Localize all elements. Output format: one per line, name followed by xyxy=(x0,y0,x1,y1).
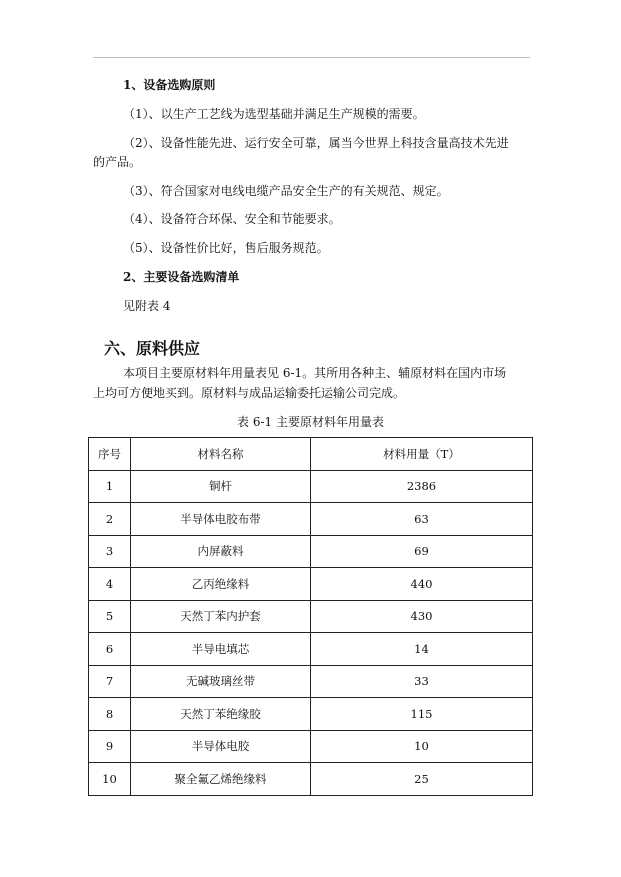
row-material-amount: 2386 xyxy=(311,470,533,503)
row-index: 5 xyxy=(89,600,131,633)
row-material-name: 乙丙绝缘料 xyxy=(131,568,311,601)
table-row xyxy=(89,470,533,503)
row-material-name: 内屏蔽料 xyxy=(131,535,311,568)
row-material-name: 天然丁苯内护套 xyxy=(131,600,311,633)
table-row xyxy=(89,568,533,601)
table-row xyxy=(89,535,533,568)
header-material-amount: 材料用量（T） xyxy=(311,438,533,471)
row-material-amount: 63 xyxy=(311,503,533,536)
row-material-name: 半导体电胶布带 xyxy=(131,503,311,536)
row-material-amount: 440 xyxy=(311,568,533,601)
table-row xyxy=(89,633,533,666)
table-row xyxy=(89,698,533,731)
principle-item-1: （1）、以生产工艺线为选型基础并满足生产规模的需要。 xyxy=(123,107,425,121)
row-index: 1 xyxy=(89,470,131,503)
supply-paragraph-line2: 上均可方便地买到。原材料与成品运输委托运输公司完成。 xyxy=(93,386,406,400)
table-header-row xyxy=(89,438,533,471)
row-material-amount: 33 xyxy=(311,665,533,698)
header-material-name: 材料名称 xyxy=(131,438,311,471)
row-index: 8 xyxy=(89,698,131,731)
row-material-amount: 430 xyxy=(311,600,533,633)
header-rule xyxy=(93,57,530,58)
supply-paragraph-line1: 本项目主要原材料年用量表见 6-1。其所用各种主、辅原材料在国内市场 xyxy=(123,366,507,380)
table-caption: 表 6-1 主要原材料年用量表 xyxy=(237,415,384,429)
row-material-name: 半导电填芯 xyxy=(131,633,311,666)
principle-item-5: （5）、设备性价比好，售后服务规范。 xyxy=(123,241,329,255)
row-index: 4 xyxy=(89,568,131,601)
material-usage-table xyxy=(88,437,533,796)
principle-item-2-continued: 的产品。 xyxy=(93,155,142,169)
row-index: 9 xyxy=(89,730,131,763)
section-title-raw-material-supply: 六、原料供应 xyxy=(104,339,201,358)
table-row xyxy=(89,665,533,698)
row-index: 2 xyxy=(89,503,131,536)
principle-item-4: （4）、设备符合环保、安全和节能要求。 xyxy=(123,212,341,226)
principle-item-3: （3）、符合国家对电线电缆产品安全生产的有关规范、规定。 xyxy=(123,184,449,198)
principle-item-2: （2）、设备性能先进、运行安全可靠，属当今世界上科技含量高技术先进 xyxy=(123,136,509,150)
row-material-amount: 14 xyxy=(311,633,533,666)
row-material-name: 天然丁苯绝缘胶 xyxy=(131,698,311,731)
row-index: 10 xyxy=(89,763,131,796)
table-row xyxy=(89,730,533,763)
row-material-name: 无碱玻璃丝带 xyxy=(131,665,311,698)
row-material-name: 半导体电胶 xyxy=(131,730,311,763)
row-index: 3 xyxy=(89,535,131,568)
row-material-amount: 115 xyxy=(311,698,533,731)
table-row xyxy=(89,763,533,796)
row-material-amount: 69 xyxy=(311,535,533,568)
header-index: 序号 xyxy=(89,438,131,471)
equipment-list-reference: 见附表 4 xyxy=(123,299,171,313)
row-index: 7 xyxy=(89,665,131,698)
table-row xyxy=(89,600,533,633)
subheading-equipment-principles: 1、设备选购原则 xyxy=(123,78,216,92)
subheading-equipment-list: 2、主要设备选购清单 xyxy=(123,270,240,284)
table-row xyxy=(89,503,533,536)
row-material-name: 铜杆 xyxy=(131,470,311,503)
row-material-amount: 10 xyxy=(311,730,533,763)
row-material-amount: 25 xyxy=(311,763,533,796)
row-material-name: 聚全氟乙烯绝缘料 xyxy=(131,763,311,796)
row-index: 6 xyxy=(89,633,131,666)
